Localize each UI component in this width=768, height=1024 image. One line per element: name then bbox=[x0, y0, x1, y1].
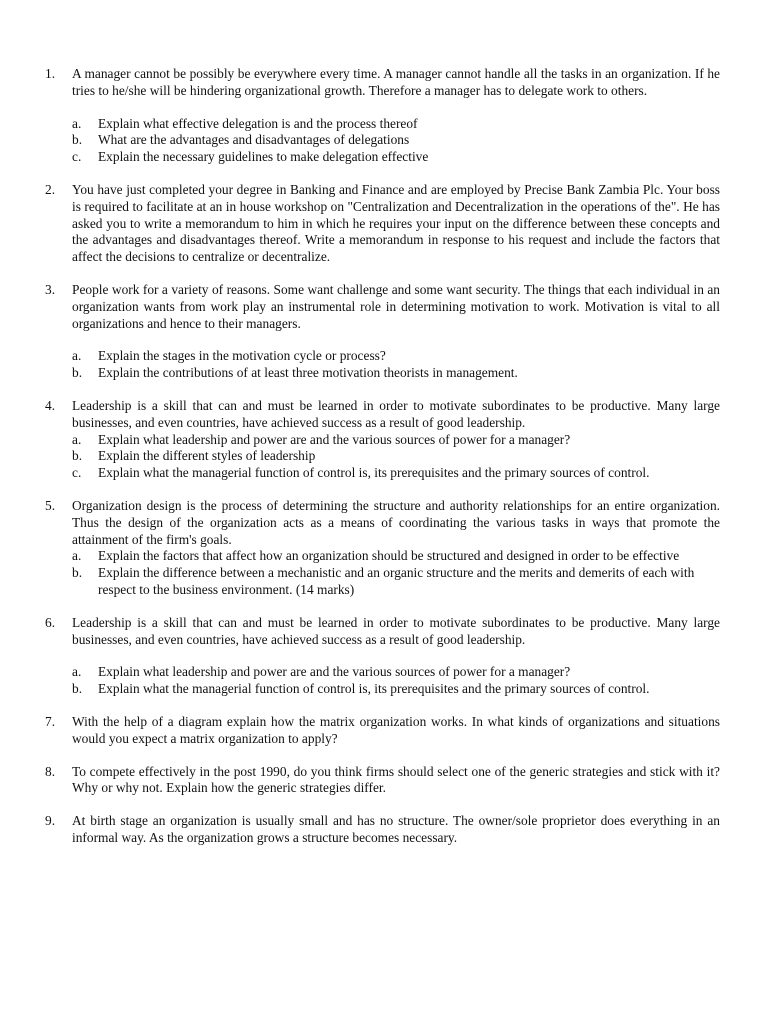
sub-question-letter: a. bbox=[72, 431, 82, 447]
sub-question-letter: b. bbox=[72, 448, 83, 464]
sub-question-text: Explain the necessary guidelines to make delegation effective bbox=[98, 149, 429, 165]
question-item bbox=[45, 66, 720, 166]
sub-question-item bbox=[72, 448, 720, 465]
sub-question-list bbox=[72, 116, 720, 166]
question-item bbox=[45, 813, 720, 847]
sub-question-text: Explain the difference between a mechanistic and an organic structure and the merits and demerits of each with respect to the business environment. (14 marks) bbox=[98, 565, 695, 597]
sub-question-text: Explain what the managerial function of control is, its prerequisites and the primary sources of control. bbox=[98, 465, 650, 481]
sub-question-letter: b. bbox=[72, 132, 83, 148]
sub-question-item bbox=[72, 664, 720, 681]
question-number: 3. bbox=[45, 281, 56, 297]
sub-question-item bbox=[72, 432, 720, 449]
question-item bbox=[45, 182, 720, 266]
question-number: 2. bbox=[45, 181, 56, 197]
sub-question-text: Explain the different styles of leadership bbox=[98, 448, 316, 464]
question-number: 8. bbox=[45, 763, 56, 779]
question-number: 1. bbox=[45, 66, 56, 81]
sub-question-item bbox=[72, 348, 720, 365]
question-item bbox=[45, 764, 720, 798]
sub-question-text: Explain what effective delegation is and the process thereof bbox=[98, 115, 418, 131]
sub-question-letter: c. bbox=[72, 465, 82, 481]
question-item bbox=[45, 615, 720, 698]
question-text: With the help of a diagram explain how the matrix organization works. In what kinds of organizations and situations would you expect a matrix organization to apply? bbox=[72, 713, 720, 746]
sub-question-text: Explain the contributions of at least three motivation theorists in management. bbox=[98, 365, 518, 381]
question-item bbox=[45, 398, 720, 482]
sub-question-text: Explain the stages in the motivation cycle or process? bbox=[98, 348, 386, 364]
sub-question-letter: a. bbox=[72, 548, 82, 564]
sub-question-letter: a. bbox=[72, 664, 82, 680]
question-text: Organization design is the process of determining the structure and authority relationships for an entire organization. Thus the design of the organization acts as a means of coordinating the various tasks in ways that promote the attainment of the firm's goals. bbox=[72, 497, 720, 547]
question-item bbox=[45, 282, 720, 382]
question-item bbox=[45, 714, 720, 748]
sub-question-text: What are the advantages and disadvantages of delegations bbox=[98, 132, 410, 148]
sub-question-text: Explain what the managerial function of control is, its prerequisites and the primary sources of control. bbox=[98, 681, 650, 697]
sub-question-text: Explain what leadership and power are and the various sources of power for a manager? bbox=[98, 431, 571, 447]
sub-question-list bbox=[72, 432, 720, 482]
question-text: To compete effectively in the post 1990, do you think firms should select one of the generic strategies and stick with it? Why or why not. Explain how the generic strategies differ. bbox=[72, 763, 720, 796]
sub-question-letter: b. bbox=[72, 365, 83, 381]
question-number: 6. bbox=[45, 614, 56, 630]
question-number: 9. bbox=[45, 813, 56, 829]
question-item bbox=[45, 498, 720, 599]
question-text: You have just completed your degree in Banking and Finance and are employed by Precise Bank Zambia Plc. Your boss is required to facilitate at an in house workshop on "Centralization and Decentralization in the operations of the". He has asked you to write a memorandum to him in which he requires your input on the difference between these concepts and the advantages and disadvantages thereof. Write a memorandum in response to his request and include the factors that affect the decisions to centralize or decentralize. bbox=[72, 181, 720, 265]
sub-question-item bbox=[72, 548, 720, 565]
sub-question-letter: a. bbox=[72, 348, 82, 364]
sub-question-item bbox=[72, 565, 720, 599]
sub-question-list bbox=[72, 548, 720, 598]
sub-question-item bbox=[72, 132, 720, 149]
sub-question-letter: c. bbox=[72, 149, 82, 165]
question-list bbox=[45, 66, 720, 847]
sub-question-list bbox=[72, 664, 720, 698]
sub-question-item bbox=[72, 465, 720, 482]
sub-question-letter: a. bbox=[72, 115, 82, 131]
sub-question-text: Explain what leadership and power are and the various sources of power for a manager? bbox=[98, 664, 571, 680]
sub-question-item bbox=[72, 365, 720, 382]
question-text: People work for a variety of reasons. Some want challenge and some want security. The things that each individual in an organization wants from work play an instrumental role in determining motivation to work. Motivation is vital to all organizations and hence to their managers. bbox=[72, 281, 720, 331]
sub-question-list bbox=[72, 348, 720, 382]
sub-question-text: Explain the factors that affect how an organization should be structured and designed in order to be effective bbox=[98, 548, 680, 564]
question-text: Leadership is a skill that can and must be learned in order to motivate subordinates to be productive. Many large businesses, and even countries, have achieved success as a result of good leadership. bbox=[72, 614, 720, 647]
question-text: At birth stage an organization is usually small and has no structure. The owner/sole proprietor does everything in an informal way. As the organization grows a structure becomes necessary. bbox=[72, 813, 720, 845]
sub-question-item bbox=[72, 149, 720, 166]
question-number: 7. bbox=[45, 713, 56, 729]
question-number: 5. bbox=[45, 497, 56, 513]
question-number: 4. bbox=[45, 397, 56, 413]
question-text: Leadership is a skill that can and must be learned in order to motivate subordinates to be productive. Many large businesses, and even countries, have achieved success as a result of good leadership. bbox=[72, 397, 720, 430]
sub-question-item bbox=[72, 681, 720, 698]
sub-question-letter: b. bbox=[72, 565, 83, 581]
sub-question-item bbox=[72, 116, 720, 133]
sub-question-letter: b. bbox=[72, 681, 83, 697]
question-text: A manager cannot be possibly be everywhere every time. A manager cannot handle all the tasks in an organization. If he tries to he/she will be hindering organizational growth. Therefore a manager has to delegate work to others. bbox=[72, 66, 720, 98]
